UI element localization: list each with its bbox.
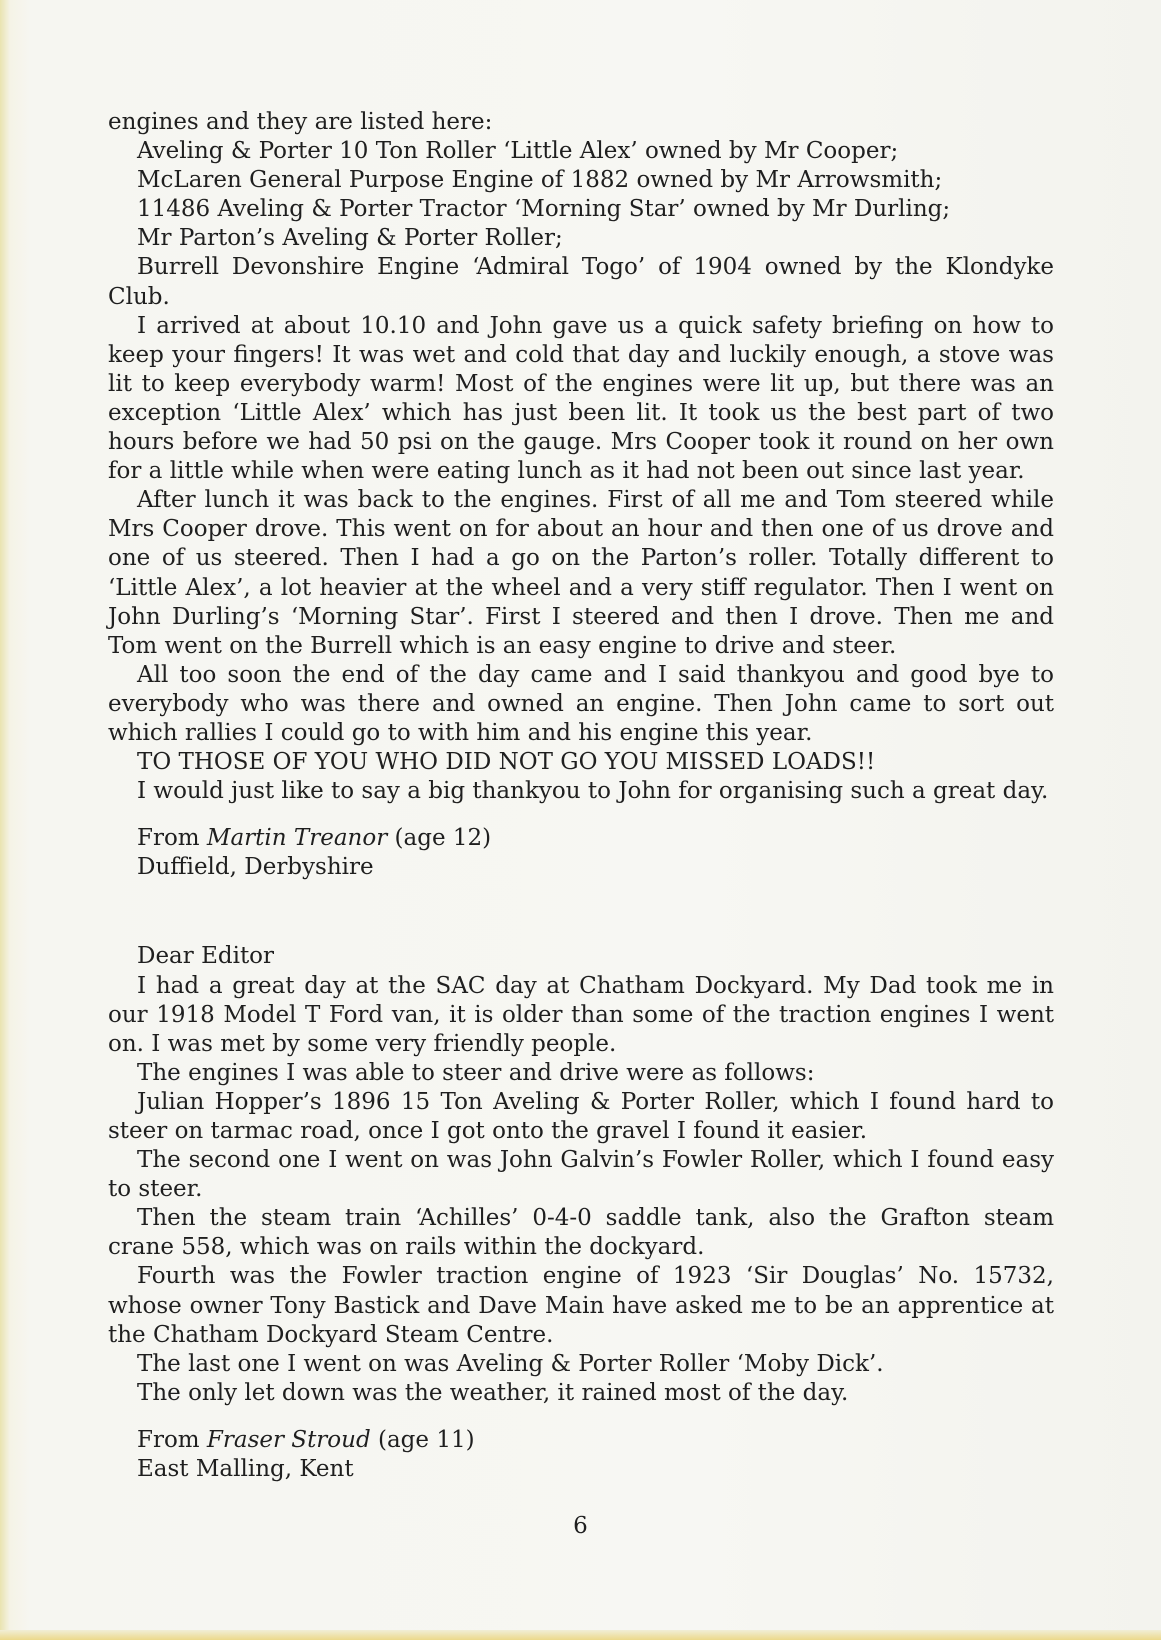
letter2-paragraph: The only let down was the weather, it rained most of the day. xyxy=(137,1379,849,1406)
letter2-paragraph: I had a great day at the SAC day at Chatham Dockyard. My Dad took me in our 1918 Model T Ford van, it is older than some of the traction engines I went on. I was met by some very friendly people. xyxy=(108,972,1054,1057)
letter1-intro: engines and they are listed here: xyxy=(108,109,493,135)
letter2-paragraph: Then the steam train ‘Achilles’ 0-4-0 saddle tank, also the Grafton steam crane 558, which was on rails within the dockyard. xyxy=(108,1205,1054,1261)
letter1-paragraph: I would just like to say a big thankyou to John for organising such a great day. xyxy=(137,778,1049,805)
letter1-paragraph: I arrived at about 10.10 and John gave us a quick safety briefing on how to keep your fingers! It was wet and cold that day and luckily enough, a stove was lit to keep everybody warm! Most of the engines were lit up, but there was an exception ‘Little Alex’ which has just been lit. It took us the best part of two hours before we had 50 psi on the gauge. Mrs Cooper took it round on her own for a little while when were eating lunch as it had not been out since last year. xyxy=(108,312,1054,485)
engine-list-item: McLaren General Purpose Engine of 1882 owned by Mr Arrowsmith; xyxy=(137,167,943,194)
letter2-paragraph: The engines I was able to steer and drive were as follows: xyxy=(137,1059,815,1086)
signature-prefix: From xyxy=(137,825,207,852)
letter2-paragraph: The second one I went on was John Galvin’s Fowler Roller, which I found easy to steer. xyxy=(108,1147,1054,1203)
author-name: Martin Treanor xyxy=(206,825,388,852)
letter1-paragraph: After lunch it was back to the engines. First of all me and Tom steered while Mrs Cooper drove. This went on for about an hour and then one of us drove and one of us steered. Then I had a go on the Parton’s roller. Totally different to ‘Little Alex’, a lot heavier at the wheel and a very stiff regulator. Then I went on John Durling’s ‘Morning Star’. First I steered and then I drove. Then me and Tom went on the Burrell which is an easy engine to drive and steer. xyxy=(108,487,1054,659)
spacer xyxy=(108,806,1054,824)
letter1-signature xyxy=(108,824,1054,853)
letter2-paragraph: Fourth was the Fowler traction engine of 1923 ‘Sir Douglas’ No. 15732, whose owner Tony Bastick and Dave Main have asked me to be an apprentice at the Chatham Dockyard Steam Centre. xyxy=(108,1263,1054,1348)
engine-list-item: Burrell Devonshire Engine ‘Admiral Togo’ of 1904 owned by the Klondyke Club. xyxy=(108,254,1054,310)
author-age: (age 12) xyxy=(387,825,492,852)
page-body xyxy=(108,108,1054,1484)
letter2-signature xyxy=(108,1426,1054,1455)
spacer xyxy=(108,882,1054,942)
page-edge xyxy=(0,1630,1161,1640)
engine-list-item: 11486 Aveling & Porter Tractor ‘Morning Star’ owned by Mr Durling; xyxy=(137,196,951,223)
letter2-location: East Malling, Kent xyxy=(137,1456,354,1483)
letter1-paragraph: All too soon the end of the day came and I said thankyou and good bye to everybody who was there and owned an engine. Then John came to sort out which rallies I could go to with him and his engine this year. xyxy=(108,661,1054,746)
signature-prefix: From xyxy=(137,1426,207,1453)
letter1-paragraph: TO THOSE OF YOU WHO DID NOT GO YOU MISSED LOADS!! xyxy=(137,749,876,776)
letter2-paragraph: The last one I went on was Aveling & Porter Roller ‘Moby Dick’. xyxy=(137,1350,884,1377)
engine-list-item: Aveling & Porter 10 Ton Roller ‘Little Alex’ owned by Mr Cooper; xyxy=(137,138,899,165)
letter2-paragraph: Julian Hopper’s 1896 15 Ton Aveling & Porter Roller, which I found hard to steer on tarmac road, once I got onto the gravel I found it easier. xyxy=(108,1088,1054,1144)
engine-list-item: Mr Parton’s Aveling & Porter Roller; xyxy=(137,225,563,252)
spacer xyxy=(108,1408,1054,1426)
page-number: 6 xyxy=(573,1513,588,1539)
author-age: (age 11) xyxy=(370,1426,475,1453)
letter1-location: Duffield, Derbyshire xyxy=(137,854,374,881)
author-name: Fraser Stroud xyxy=(206,1426,371,1453)
letter2-salutation: Dear Editor xyxy=(137,943,275,970)
